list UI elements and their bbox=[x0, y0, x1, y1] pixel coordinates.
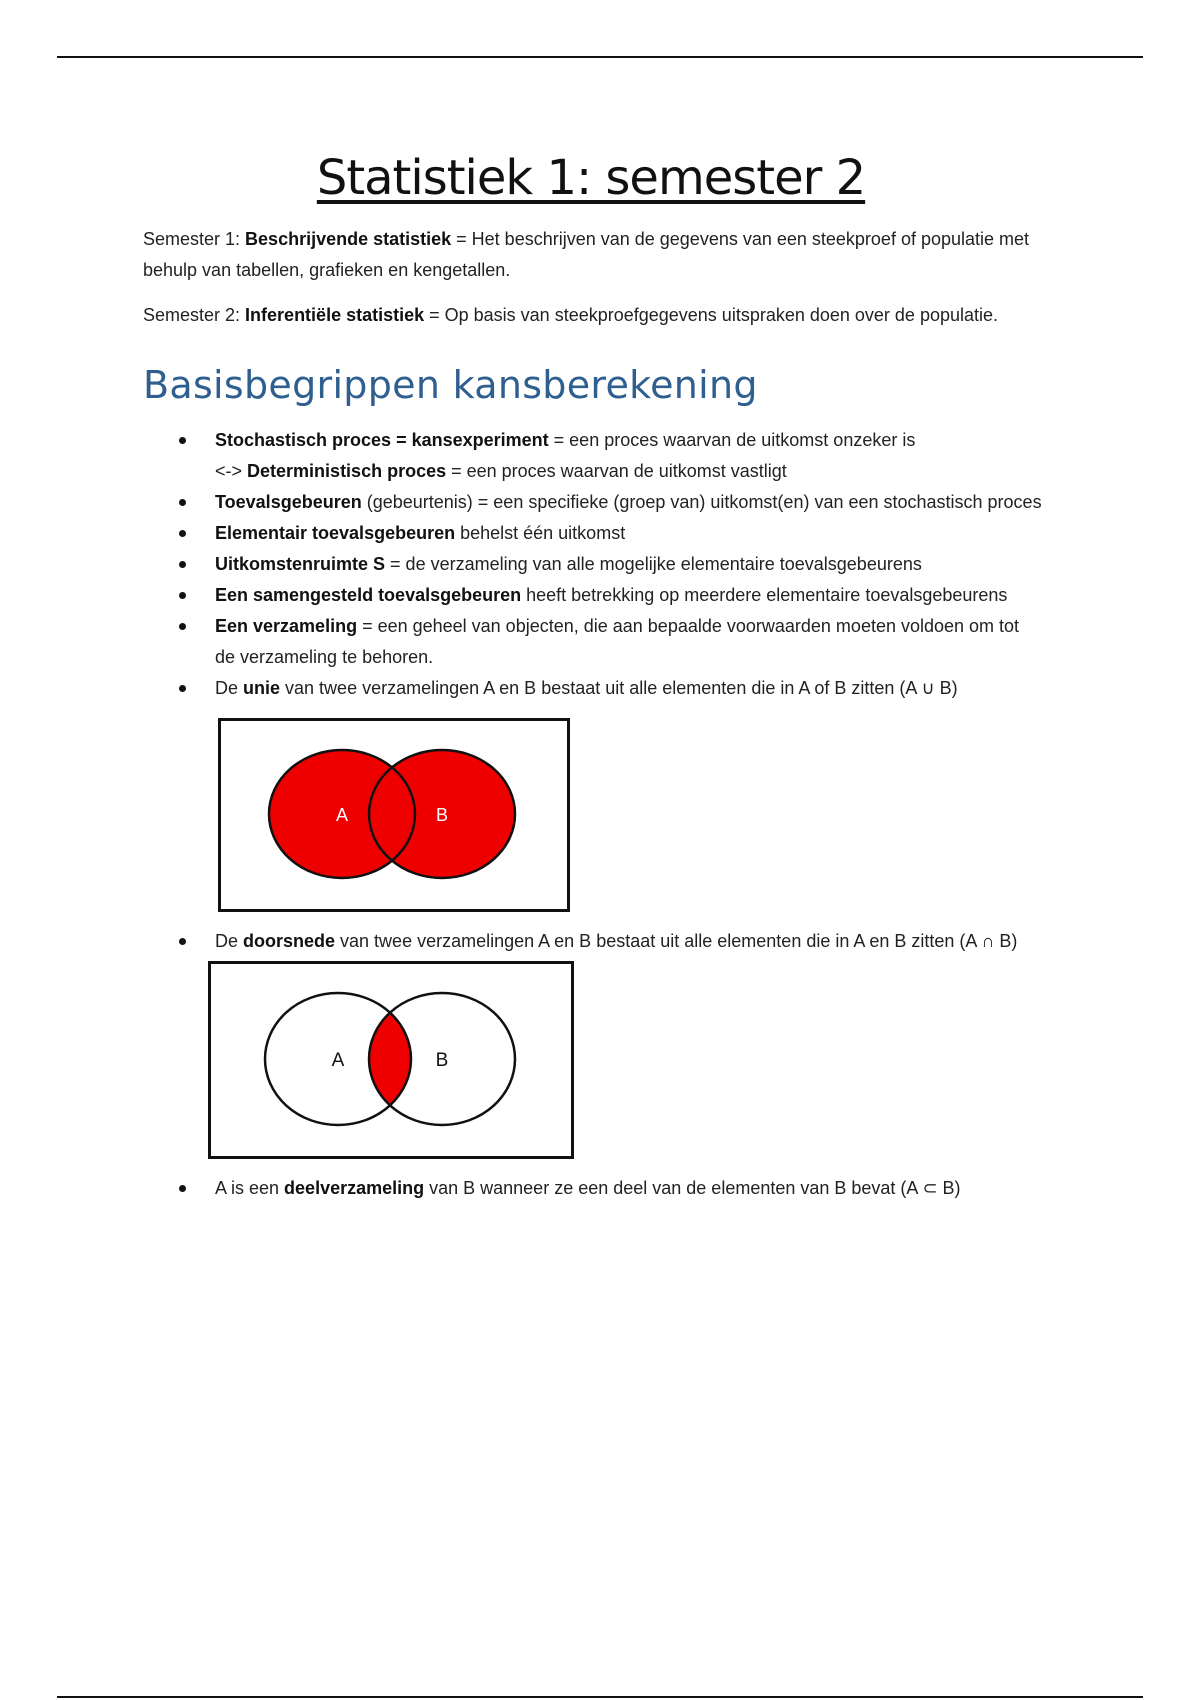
item-term: unie bbox=[243, 678, 281, 698]
header-rule bbox=[57, 56, 1143, 58]
bullet-icon bbox=[179, 437, 186, 444]
item-definition: behelst één uitkomst bbox=[455, 523, 626, 543]
list-item bbox=[143, 580, 1043, 611]
item-term: Een verzameling bbox=[215, 616, 358, 636]
bullet-icon bbox=[179, 685, 186, 692]
item-prefix: De bbox=[215, 678, 244, 698]
venn-label-a: A bbox=[335, 805, 349, 825]
intro-term: Beschrijvende statistiek bbox=[245, 229, 452, 249]
bullet-icon bbox=[179, 1185, 186, 1192]
item-definition: = de verzameling van alle mogelijke elementaire toevalsgebeurens bbox=[385, 554, 922, 574]
list-item bbox=[143, 425, 1043, 487]
item-term: deelverzameling bbox=[284, 1178, 425, 1198]
list-item bbox=[143, 549, 1043, 580]
item-definition: (gebeurtenis) = een specifieke (groep van) uitkomst(en) van een stochastisch proces bbox=[361, 492, 1042, 512]
bullet-icon bbox=[179, 623, 186, 630]
item-contrast-symbol: <-> bbox=[215, 461, 248, 481]
item-definition: = een proces waarvan de uitkomst vastligt bbox=[446, 461, 787, 481]
intro-prefix: Semester 2: bbox=[143, 305, 246, 325]
venn-label-b: B bbox=[435, 805, 449, 825]
item-definition: = een geheel van objecten, die aan bepaalde voorwaarden moeten voldoen om tot de verzameling te behoren. bbox=[215, 616, 1020, 667]
list-item-union bbox=[143, 673, 1043, 704]
intro-semester-2 bbox=[143, 300, 1043, 331]
list-item-intersection bbox=[143, 926, 1043, 957]
bullet-icon bbox=[179, 938, 186, 945]
item-term: Toevalsgebeuren bbox=[215, 492, 362, 512]
item-term: doorsnede bbox=[243, 931, 336, 951]
item-term: Uitkomstenruimte S bbox=[215, 554, 386, 574]
item-term: Stochastisch proces = kansexperiment bbox=[215, 430, 549, 450]
document-body bbox=[143, 150, 1043, 1204]
definition-list-continued bbox=[143, 926, 1043, 957]
list-item bbox=[143, 487, 1043, 518]
item-prefix: De bbox=[215, 931, 244, 951]
intro-semester-1 bbox=[143, 224, 1043, 286]
bullet-icon bbox=[179, 592, 186, 599]
list-item-subset bbox=[143, 1173, 1043, 1204]
list-item bbox=[143, 611, 1043, 673]
bullet-icon bbox=[179, 530, 186, 537]
item-definition: = een proces waarvan de uitkomst onzeker is bbox=[548, 430, 916, 450]
page-title: Statistiek 1: semester 2 bbox=[316, 150, 866, 206]
venn-intersection-diagram bbox=[208, 961, 574, 1159]
bullet-icon bbox=[179, 499, 186, 506]
bullet-icon bbox=[179, 561, 186, 568]
item-definition: van twee verzamelingen A en B bestaat uit alle elementen die in A en B zitten (A ∩ B) bbox=[335, 931, 1018, 951]
section-heading: Basisbegrippen kansberekening bbox=[143, 363, 758, 407]
intro-definition: = Het beschrijven van de gegevens van een steekproef of populatie met behulp van tabellen, grafieken en kengetallen. bbox=[143, 229, 1030, 280]
item-term: Een samengesteld toevalsgebeuren bbox=[215, 585, 522, 605]
item-definition: van B wanneer ze een deel van de elementen van B bevat (A ⊂ B) bbox=[424, 1178, 961, 1198]
definition-list bbox=[143, 425, 1043, 704]
footer-rule bbox=[57, 1696, 1143, 1698]
intro-definition: = Op basis van steekproefgegevens uitspraken doen over de populatie. bbox=[424, 305, 999, 325]
item-prefix: A is een bbox=[215, 1178, 285, 1198]
list-item bbox=[143, 518, 1043, 549]
item-term: Deterministisch proces bbox=[247, 461, 447, 481]
intro-term: Inferentiële statistiek bbox=[245, 305, 425, 325]
venn-union-diagram bbox=[218, 718, 570, 912]
item-definition: van twee verzamelingen A en B bestaat uit alle elementen die in A of B zitten (A ∪ B) bbox=[280, 678, 958, 698]
venn-label-b: B bbox=[435, 1050, 449, 1071]
definition-list-end bbox=[143, 1173, 1043, 1204]
venn-label-a: A bbox=[331, 1050, 345, 1071]
item-term: Elementair toevalsgebeuren bbox=[215, 523, 456, 543]
intro-prefix: Semester 1: bbox=[143, 229, 246, 249]
item-definition: heeft betrekking op meerdere elementaire toevalsgebeurens bbox=[521, 585, 1008, 605]
